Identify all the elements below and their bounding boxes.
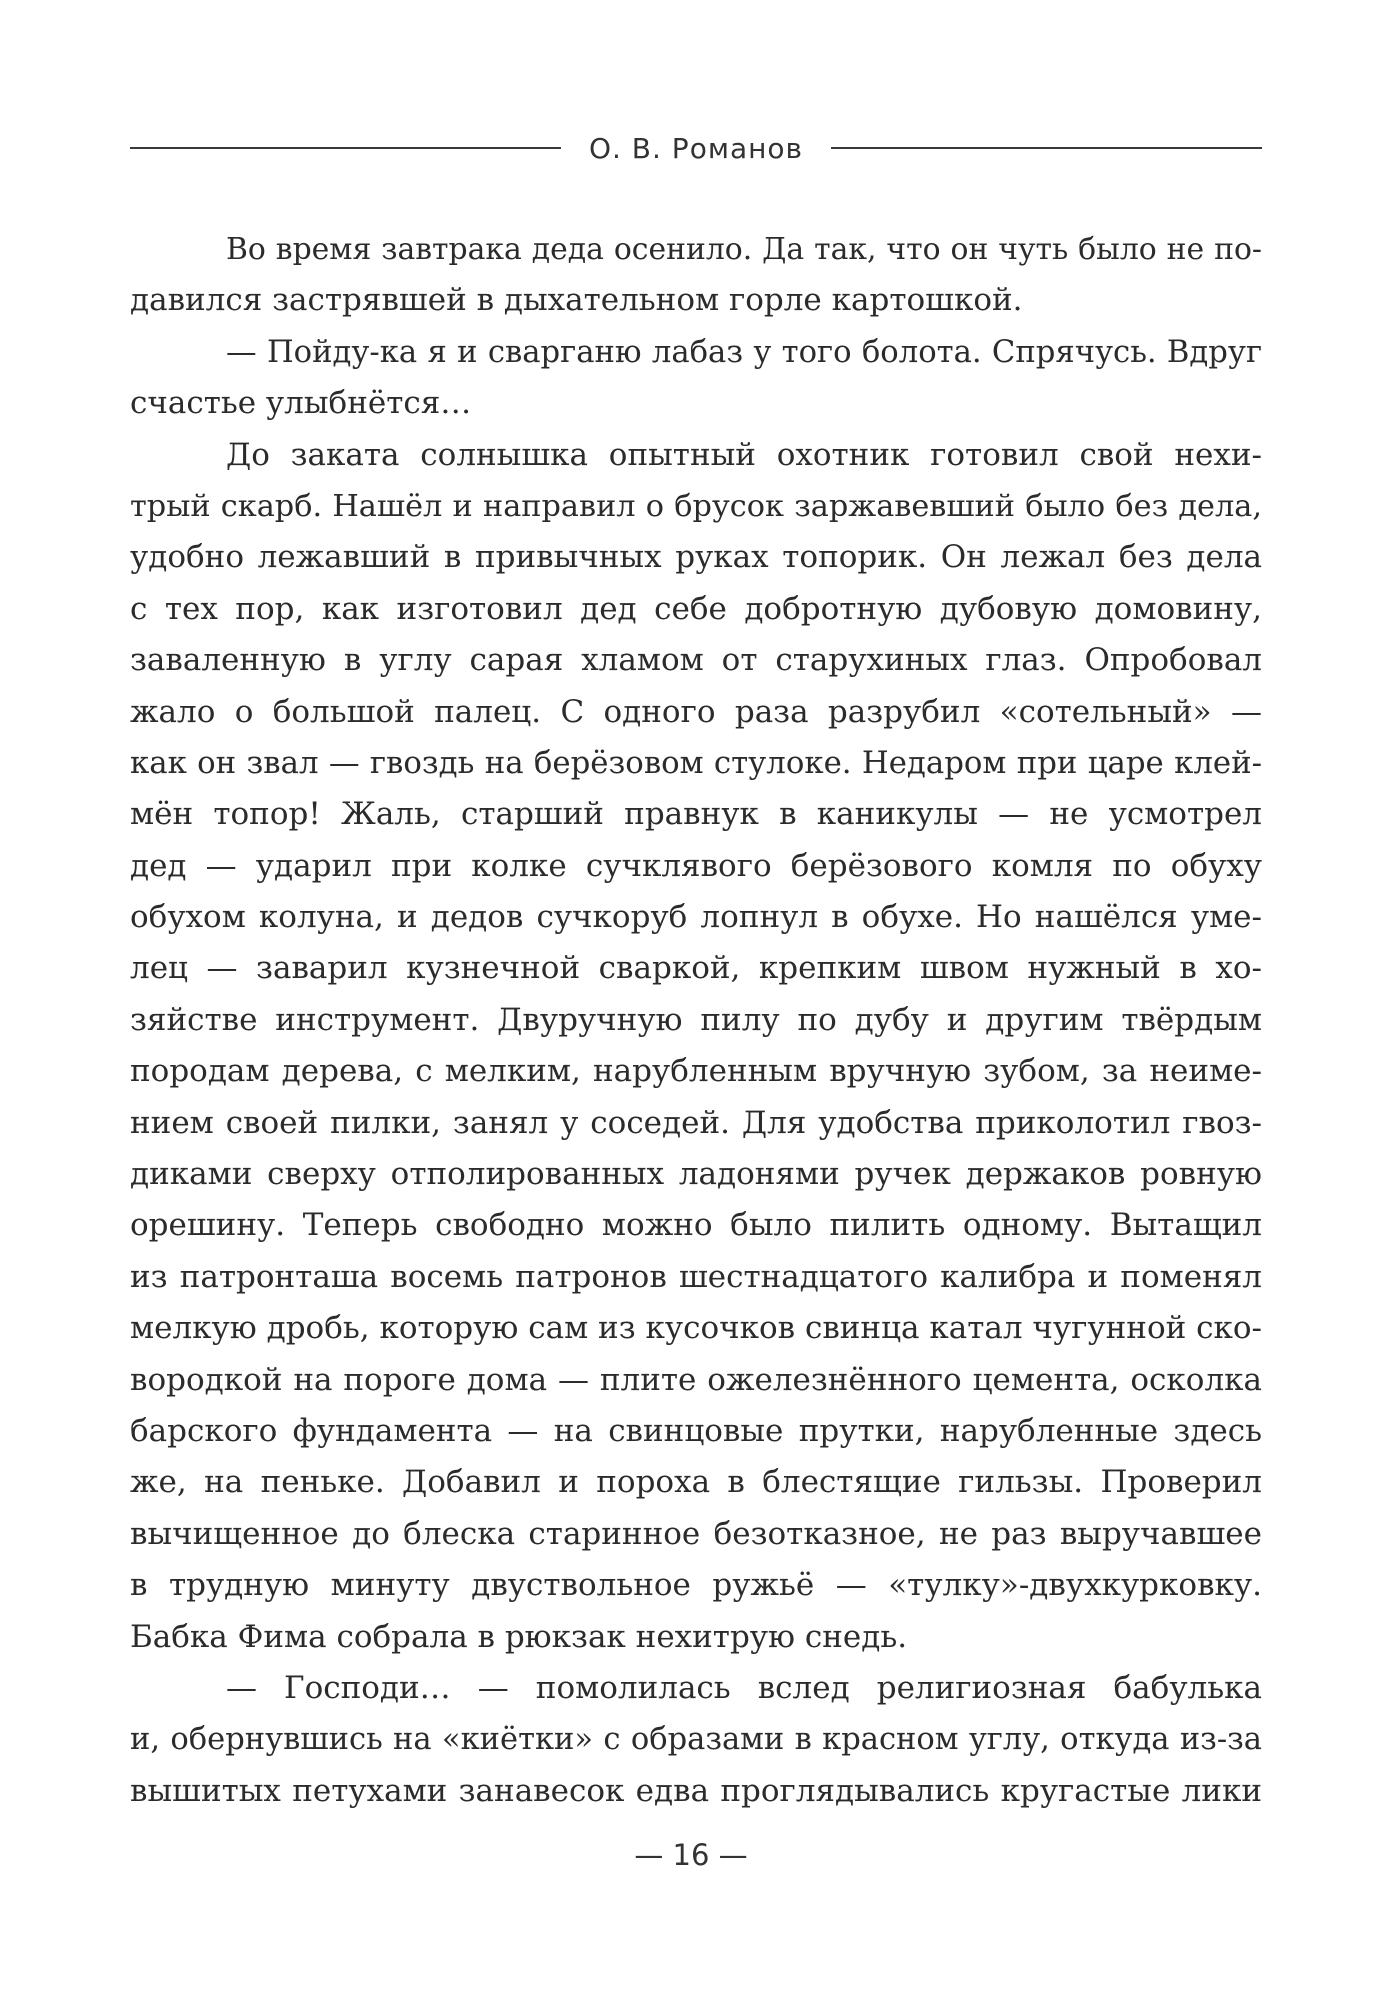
text-line: обухом колуна, и дедов сучкоруб лопнул в обухе. Но нашёлся уме- [130, 899, 1262, 936]
text-line: барского фундамента — на свинцовые прутки, нарубленные здесь [130, 1412, 1262, 1449]
body-text [130, 224, 1262, 1817]
text-line: удобно лежавший в привычных руках топорик. Он лежал без дела [130, 539, 1262, 576]
running-head-right-rule [831, 147, 1262, 149]
text-line: диками сверху отполированных ладонями ручек держаков ровную [130, 1156, 1262, 1193]
text-line: в трудную минуту двуствольное ружьё — «тулку»-двухкурковку. [130, 1567, 1262, 1604]
text-line: вородкой на пороге дома — плите ожелезнённого цемента, осколка [130, 1361, 1262, 1398]
running-head [130, 128, 1262, 168]
text-line: вышитых петухами занавесок едва проглядывались кругастые лики [130, 1772, 1262, 1809]
text-line: нием своей пилки, занял у соседей. Для удобства приколотил гвоз- [130, 1104, 1262, 1141]
text-line: жало о большой палец. С одного раза разрубил «сотельный» — [130, 693, 1262, 730]
text-line: давился застрявшей в дыхательном горле картошкой. [130, 282, 1023, 319]
text-line: орешину. Теперь свободно можно было пилить одному. Вытащил [130, 1207, 1262, 1244]
text-line: породам дерева, с мелким, нарубленным вручную зубом, за неиме- [130, 1053, 1262, 1090]
text-line: как он звал — гвоздь на берёзовом стулоке. Недаром при царе клей- [130, 744, 1262, 781]
text-line: с тех пор, как изготовил дед себе добротную дубовую домовину, [130, 590, 1262, 627]
text-line: же, на пеньке. Добавил и пороха в блестящие гильзы. Проверил [130, 1464, 1262, 1501]
text-line: счастье улыбнётся… [130, 385, 472, 422]
text-line: Бабка Фима собрала в рюкзак нехитрую снедь. [130, 1618, 908, 1655]
running-head-author: О. В. Романов [588, 131, 804, 165]
page-number: — 16 — [634, 1838, 748, 1872]
text-line: из патронташа восемь патронов шестнадцатого калибра и поменял [130, 1258, 1262, 1295]
text-line: — Пойду-ка я и сварганю лабаз у того болота. Спрячусь. Вдруг [226, 334, 1262, 370]
text-line: До заката солнышка опытный охотник готовил свой нехи- [226, 436, 1262, 473]
text-line: мён топор! Жаль, старший правнук в каникулы — не усмотрел [130, 796, 1262, 833]
text-line: и, обернувшись на «киётки» с образами в красном углу, откуда из-за [130, 1722, 1262, 1758]
text-line: лец — заварил кузнечной сваркой, крепким швом нужный в хо- [130, 950, 1262, 987]
running-head-left-rule [130, 147, 561, 149]
text-line: мелкую дробь, которую сам из кусочков свинца катал чугунной ско- [130, 1310, 1262, 1347]
text-line: Во время завтрака деда осенило. Да так, что он чуть было не по- [226, 232, 1262, 267]
text-line: дед — ударил при колке сучклявого берёзового комля по обуху [130, 847, 1262, 884]
text-line: трый скарб. Нашёл и направил о брусок заржавевший было без дела, [130, 488, 1262, 524]
text-line: зяйстве инструмент. Двуручную пилу по дубу и другим твёрдым [130, 1001, 1262, 1038]
text-line: заваленную в углу сарая хламом от старухиных глаз. Опробовал [130, 642, 1262, 679]
text-line: — Господи… — помолилась вслед религиозная бабулька [226, 1669, 1262, 1706]
text-line: вычищенное до блеска старинное безотказное, не раз выручавшее [130, 1515, 1262, 1552]
